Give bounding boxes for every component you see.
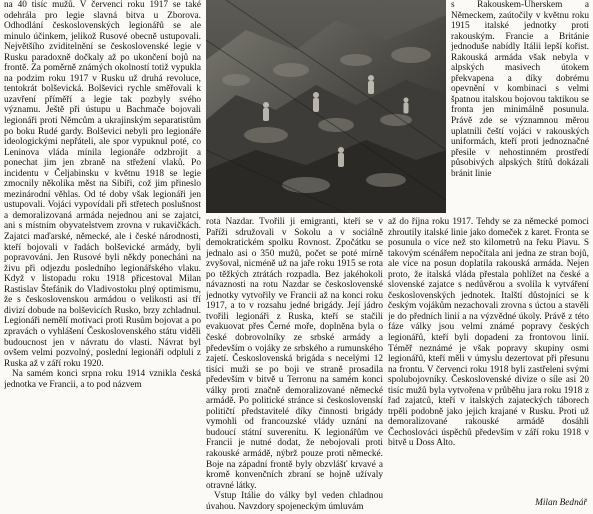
author-byline: Milan Bednář xyxy=(535,498,587,508)
paragraph: rota Nazdar. Tvořili ji emigranti, kteří se v Paříži sdružovali v Sokolu a v sociálně demokratickém spolku Rovnost. Zpočátku se jednalo asi o 350 mužů, počet se poté mírně zvyšoval, nicméně už na jaře roku 1915 se rota po těžkých ztrátách rozpadla. Bez jakéhokoli návaznosti na rotu Nazdar se československé jednotky vytvořily ve Francii až na konci roku 1917, a to v rozsahu jedné brigády. Její jádro tvořili legionáři z Ruska, kteří se stačili evakuovat přes Černé moře, doplněna byla o české dobrovolníky ze srbské armády a především o vojáky ze srbského a rumunského zajetí. Československá brigáda s necelými 12 tisíci muži se po boji ve straně prosadila především v bitvě u Terronu na samém konci války proti značně demoralizované německé armádě. Po politické stránce si československí političtí představitelé díky činnosti brigády vymohli od francouzské vlády uznání na budoucí státní suverenitu. K legionářům ve Francii je nutné dodat, že nebojovali proti rakouské armádě, nýbrž pouze proti německé. Boje na západní frontě byly obzvlášť krvavé a kromě konvenčních zbraní se hojně užívaly otravné látky. xyxy=(206,217,383,491)
paragraph: s Rakouskem-Uherskem a Německem, zaútočily v květnu roku 1915 italské jednotky proti rakouským. Francie a Británie jednoduše nabídly Itálii lepší kořist. Rakouská armáda však nebyla v alpských masivech útokem překvapena a díky dobrému opevnění v kombinaci s velmi špatnou italskou bojovou taktikou se fronta jen minimálně posunula. Právě zde se významnou měrou uplatnili čeští vojáci v rakouských uniformách, kteří proti jednoznačné přesile v nehostinném prostředí působivých alpských štítů dokázali bránit linie xyxy=(451,0,589,179)
article-column-middle xyxy=(206,217,383,511)
article-photo xyxy=(206,0,446,213)
article-column-right-top xyxy=(451,0,589,220)
paragraph: až do října roku 1917. Tehdy se za německé pomoci zhroutily italské linie jako domeček z karet. Fronta se posunula o více než sto kilometrů na řeku Piavu. S takovým scénářem nepočítala ani jedna ze stran bojů, ale více na posun doplatila rakouská armáda. Nejen proto, že italská vláda přestala pohlížet na české a slovenské zajatce s nedůvěrou a svolila k vytváření československých jednotek. Italští důstojníci se k českým vojákům nezachovali zrovna s úctou a stavěli je do předních linií a na výzvědné úkoly. Právě z této fáze války jsou velmi známé popravy českých legionářů, kteří byli dopadeni za frontovou linií. Téměř neznámé je však popravy skupiny osmi legionářů, kteří měli v úmyslu dezertovat při přesunu na frontu. V červenci roku 1918 byli zastřeleni svými spolubojovníky. Československé divize o síle asi 20 tisíc mužů byla vytvořena v průběhu jara roku 1918 z řad zajatců, kteří v italských zajateckých táborech trpěli podobně jako jejich krajané v Rusku. Proti už demoralizované rakouské armádě dosáhli Čechoslováci úspěchů především v září roku 1918 v bitvě u Doss Alto. xyxy=(388,217,589,449)
article-column-right xyxy=(388,217,589,498)
paragraph: Na samém konci srpna roku 1914 vznikla česká jednotka ve Francii, a to pod názvem xyxy=(4,369,201,390)
article-column-left xyxy=(4,0,201,510)
paragraph: na 40 tisíc mužů. V červenci roku 1917 se také odehrála pro legie slavná bitva u Zborova. Odhodlání československých legionářů se ale minulo účinkem, jelikož Rusové obecně ustupovali. Největšího zviditelnění se československé legie v Rusku paradoxně dočkaly až po ukončení bojů na frontě. Za poměrně známých okolností totiž vypukla na podzim roku 1917 v Rusku už druhá revoluce, tentokrát bolševická. Bolševici rychle směřovali k uzavření příměří a legie tak pozbyly svého významu. Ještě při ústupu u Bachmače bojovali legionáři proti Němcům a ukrajinským separatistům po boku Rudé gardy. Bolševici nebyli pro legionáře ideologickými nepřáteli, ale spor vypuknul poté, co Leninova vláda mínila legionáře odzbrojit a ponechat jim jen zbraně na střežení vlaků. Po incidentu v Čeljabinsku v květnu 1918 se legie zmocnily několika měst na Sibiři, což jim přineslo mezinárodní věhlas. Od té doby však legionáři jen ustupovali. Vojáci vypovídali při střetech poslušnost a demoralizovaná armáda nejednou ani se zajatci, ani s místním obyvatelstvem zrovna v rukavičkách. Zajatci maďarské, německé, ale i české národnosti, kteří bojovali v řadách bolševické armády, byli popravováni. Jen Rusové byli někdy ponecháni na živu při odjezdu posledního legionářského vlaku. Když v listopadu roku 1918 přicestoval Milan Rastislav Štefánik do Vladivostoku plný optimismu, že s československou armádou o velikosti asi tří divizí dobude na bolševicích Rusko, brzy zchladnul. Legionáři nemělí motivaci proti Rusům bojovat a po zpravách o vyhlášení Československého státu viděli budoucnost jen v návratu do vlasti. Návrat byl ovšem velmi pozvolný, poslední legionáři odpluli z Ruska až v září roku 1920. xyxy=(4,0,201,369)
photo-soldiers-rocky-slope xyxy=(206,0,446,213)
paragraph: Vstup Itálie do války byl veden chladnou úvahou. Navzdory spojeneckým úmluvám xyxy=(206,491,383,511)
